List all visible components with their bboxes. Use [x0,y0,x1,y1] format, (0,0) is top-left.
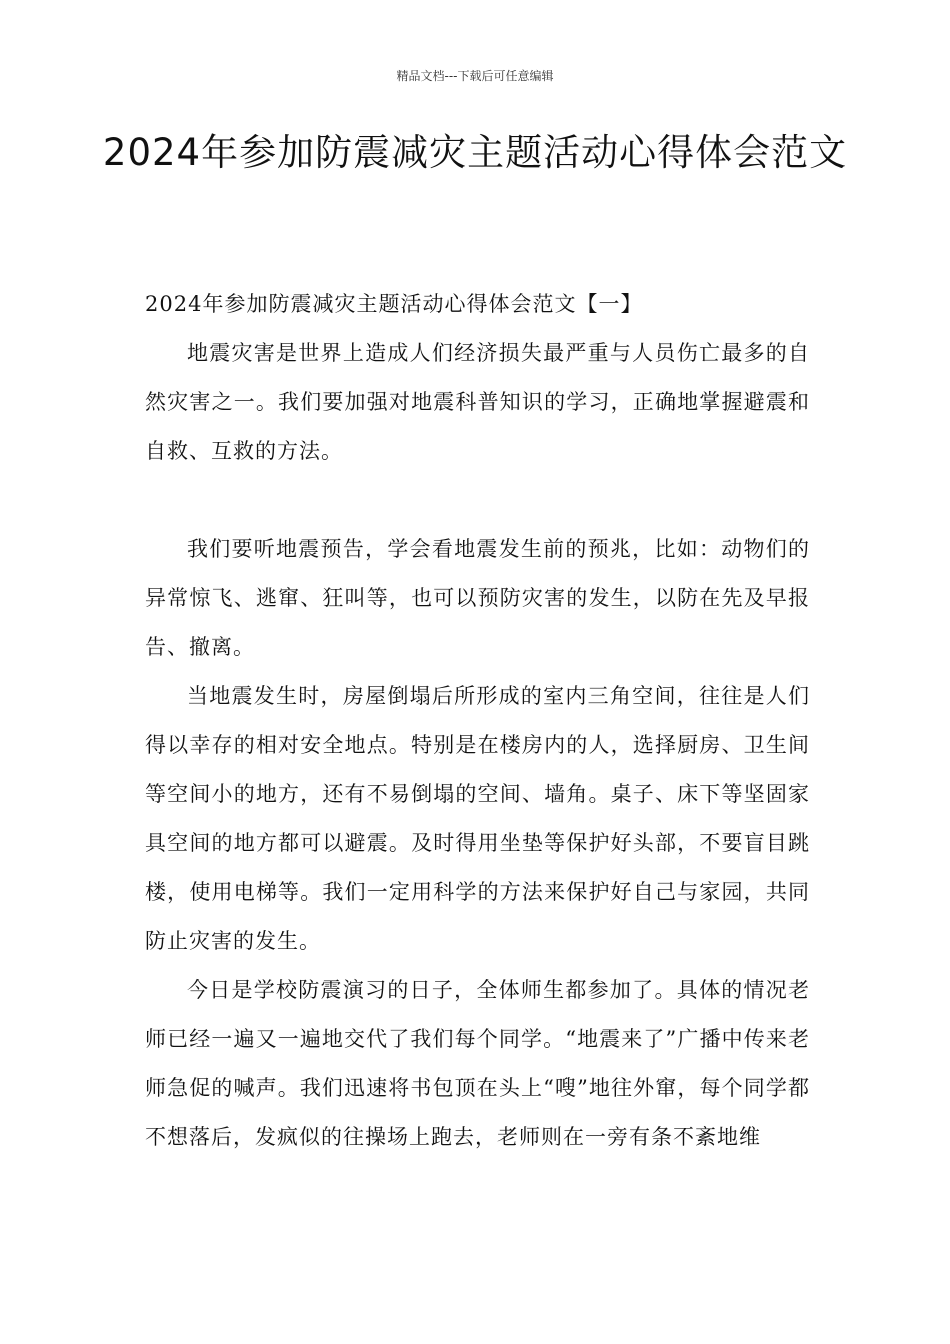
blank-line [145,476,810,525]
paragraph-2: 我们要听地震预告，学会看地震发生前的预兆，比如：动物们的异常惊飞、逃窜、狂叫等，也可以预防灾害的发生，以防在先及早报告、撤离。 [145,537,810,659]
document-title: 2024年参加防震减灾主题活动心得体会范文 [102,131,848,174]
paragraph-4: 今日是学校防震演习的日子，全体师生都参加了。具体的情况老师已经一遍又一遍地交代了我们每个同学。“地震来了”广播中传来老师急促的喊声。我们迅速将书包顶在头上“嗖”地往外窜，每个同学都不想落后，发疯似的往操场上跑去，老师则在一旁有条不紊地维 [145,978,810,1149]
document-body [145,280,810,1162]
header-note: 精品文档---下载后可任意编辑 [396,69,554,83]
paragraph-1: 地震灾害是世界上造成人们经济损失最严重与人员伤亡最多的自然灾害之一。我们要加强对地震科普知识的学习，正确地掌握避震和自救、互救的方法。 [145,341,810,463]
section-heading: 2024年参加防震减灾主题活动心得体会范文【一】 [145,292,643,316]
paragraph-3: 当地震发生时，房屋倒塌后所形成的室内三角空间，往往是人们得以幸存的相对安全地点。特别是在楼房内的人，选择厨房、卫生间等空间小的地方，还有不易倒塌的空间、墙角。桌子、床下等坚固家具空间的地方都可以避震。及时得用坐垫等保护好头部，不要盲目跳楼，使用电梯等。我们一定用科学的方法来保护好自己与家园，共同防止灾害的发生。 [145,684,810,953]
